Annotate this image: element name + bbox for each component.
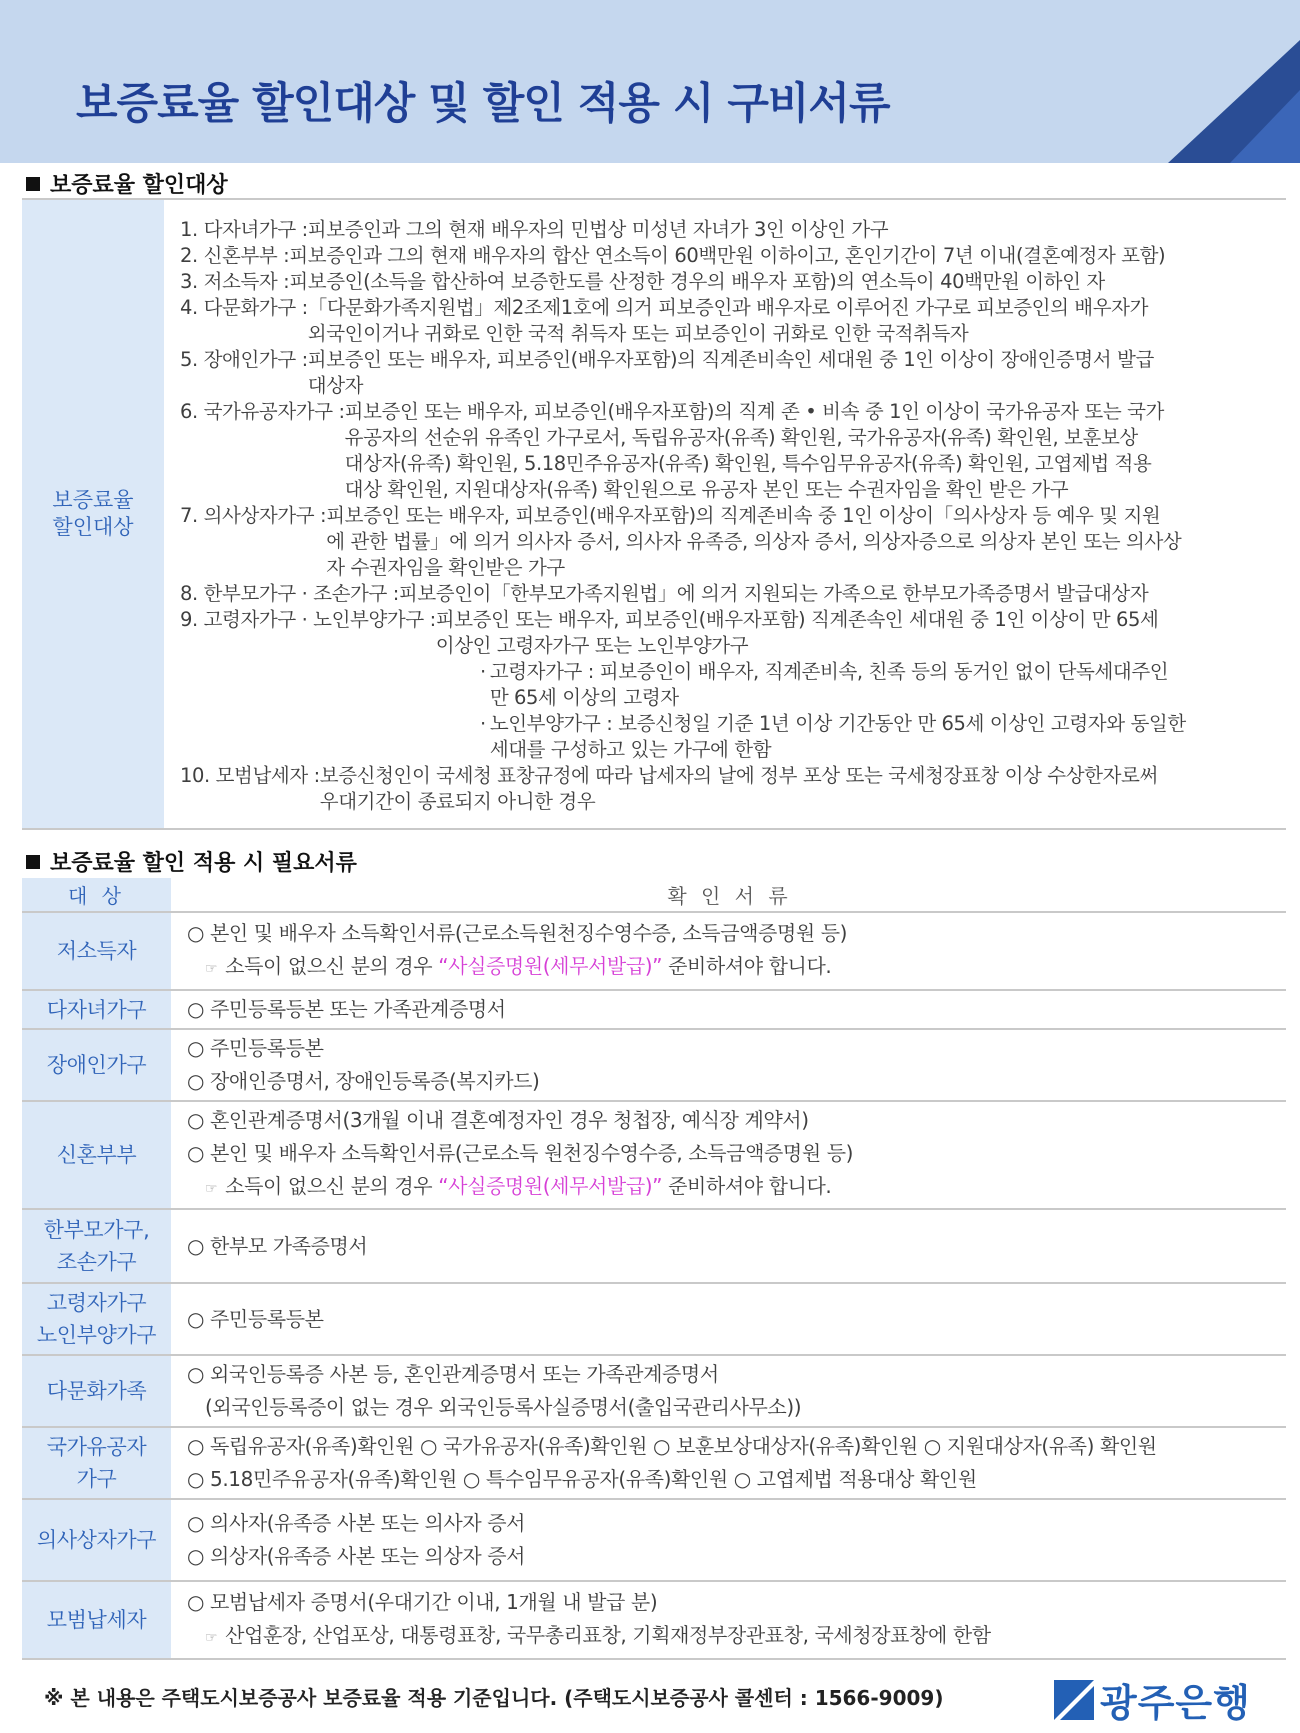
document-line: ○ 의사자(유족증 사본 또는 의사자 증서 (187, 1511, 526, 1535)
document-line: ○ 주민등록등본 또는 가족관계증명서 (187, 997, 506, 1021)
item-value: 노인부양가구 : 보증신청일 기준 1년 이상 기간동안 만 65세 이상인 고령자와 동일한 세대를 구성하고 있는 가구에 한함 (489, 712, 1186, 761)
list-item (180, 217, 1286, 243)
document-line: ○ 외국인등록증 사본 등, 혼인관계증명서 또는 가족관계증명서 (187, 1362, 719, 1386)
row-label: 모범납세자 (22, 1581, 172, 1659)
row-documents (172, 1029, 1286, 1101)
item-key: 5. 장애인가구 : (180, 348, 308, 371)
row-label-line: 국가유공자 (46, 1435, 147, 1459)
list-item (180, 295, 1286, 347)
table-row (22, 1355, 1286, 1427)
list-item (180, 399, 1286, 503)
note-line (187, 1170, 1286, 1206)
section-heading-text: 보증료율 할인 적용 시 필요서류 (50, 851, 357, 876)
item-value: 피보증인이「한부모가족지원법」에 의거 지원되는 가족으로 한부모가족증명서 발급대상자 (398, 582, 1149, 605)
bank-logo-text: 광주은행 (1100, 1681, 1251, 1725)
page-title: 보증료율 할인대상 및 할인 적용 시 구비서류 (76, 79, 890, 129)
row-label: 의사상자가구 (22, 1499, 172, 1581)
note-text: 준비하셔야 합니다. (662, 953, 832, 978)
item-key: 8. 한부모가구 · 조손가구 : (180, 582, 399, 605)
row-label (22, 1209, 172, 1283)
required-documents-table (22, 878, 1286, 1660)
table-header-row (22, 878, 1286, 912)
column-header-target: 대 상 (22, 878, 172, 912)
document-line: ○ 혼인관계증명서(3개월 이내 결혼예정자인 경우 청첩장, 예식장 계약서) (187, 1108, 809, 1132)
section-heading-discount-targets (26, 168, 228, 199)
document-line: ○ 본인 및 배우자 소득확인서류(근로소득원천징수영수증, 소득금액증명원 등) (187, 920, 848, 945)
pointing-hand-icon: ☞ (205, 1629, 218, 1646)
item-value: 피보증인 또는 배우자, 피보증인(배우자포함)의 직계 존 • 비속 중 1인 이상이 국가유공자 또는 국가 유공자의 선순위 유족인 가구로서, 독립유공자(유족) 확인원, 국가유공자(유족) 확인원, 보훈보상 대상자(유족) 확인원, 5.18민주유공자(유족) 확인원, 특수임무유공자(유족) 확인원, 고엽제법 적용 대상 확인원, 지원대상자(유족) 확인원으로 유공자 본인 또는 수권자임을 확인 받은 가구 (344, 400, 1164, 501)
row-documents (172, 1355, 1286, 1427)
table-row (22, 1499, 1286, 1581)
note-text: 준비하셔야 합니다. (662, 1174, 832, 1198)
note-text: 소득이 없으신 분의 경우 (225, 1174, 439, 1198)
note-text: 소득이 없으신 분의 경우 (225, 953, 439, 978)
row-label: 다문화가족 (22, 1355, 172, 1427)
table-row (22, 1581, 1286, 1659)
discount-targets-box (22, 198, 1286, 830)
section-heading-text: 보증료율 할인대상 (50, 173, 228, 198)
row-label: 신혼부부 (22, 1101, 172, 1209)
item-value: 「다문화가족지원법」제2조제1호에 의거 피보증인과 배우자로 이루어진 가구로 피보증인의 배우자가 외국인이거나 귀화로 인한 국적 취득자 또는 피보증인이 귀화로 인한 국적취득자 (307, 296, 1149, 345)
item-key: · (480, 660, 486, 683)
item-key: 1. 다자녀가구 : (180, 218, 308, 241)
item-value: 고령자가구 : 피보증인이 배우자, 직계존비속, 친족 등의 동거인 없이 단독세대주인 만 65세 이상의 고령자 (489, 660, 1169, 709)
discount-target-list (164, 200, 1286, 828)
note-line (187, 950, 1286, 986)
table-row (22, 1283, 1286, 1355)
item-key: 4. 다문화가구 : (180, 296, 308, 319)
sub-list-item (480, 711, 1286, 763)
row-label: 장애인가구 (22, 1029, 172, 1101)
list-item (180, 347, 1286, 399)
discount-targets-label (22, 200, 164, 828)
list-item (180, 763, 1286, 815)
row-label-line: 한부모가구, (43, 1218, 150, 1242)
row-documents (172, 1581, 1286, 1659)
document-line: ○ 주민등록등본 (187, 1036, 324, 1060)
square-bullet-icon (26, 855, 40, 869)
section-heading-required-documents (26, 846, 357, 877)
row-documents (172, 1101, 1286, 1209)
row-documents (172, 1427, 1286, 1499)
document-line: ○ 주민등록등본 (187, 1306, 324, 1331)
list-item (180, 269, 1286, 295)
list-item (180, 243, 1286, 269)
table-row (22, 912, 1286, 990)
table-row (22, 1029, 1286, 1101)
document-line: ○ 장애인증명서, 장애인등록증(복지카드) (187, 1069, 540, 1093)
item-key: 10. 모범납세자 : (180, 764, 320, 787)
footer-note: ※ 본 내용은 주택도시보증공사 보증료율 적용 기준입니다. (주택도시보증공사 콜센터 : 1566-9009) (44, 1686, 944, 1710)
document-line: ○ 모범납세자 증명서(우대기간 이내, 1개월 내 발급 분) (187, 1589, 658, 1614)
row-documents (172, 1499, 1286, 1581)
item-key: 6. 국가유공자가구 : (180, 400, 345, 423)
document-line: ○ 의상자(유족증 사본 또는 의상자 증서 (187, 1544, 526, 1568)
item-value: 피보증인 또는 배우자, 피보증인(배우자포함) 직계존속인 세대원 중 1인 이상이 만 65세 이상인 고령자가구 또는 노인부양가구 (435, 608, 1159, 657)
document-line: (외국인등록증이 없는 경우 외국인등록사실증명서(출입국관리사무소)) (205, 1395, 802, 1419)
pointing-hand-icon: ☞ (205, 1181, 218, 1197)
item-value: 보증신청인이 국세청 표창규정에 따라 납세자의 날에 정부 포상 또는 국세청장표창 이상 수상한자로써 우대기간이 종료되지 아니한 경우 (319, 764, 1158, 813)
table-row (22, 990, 1286, 1029)
item-value: 피보증인(소득을 합산하여 보증한도를 산정한 경우의 배우자 포함)의 연소득이 40백만원 이하인 자 (289, 270, 1105, 293)
row-label: 다자녀가구 (22, 990, 172, 1029)
document-line: ○ 한부모 가족증명서 (187, 1233, 368, 1258)
item-value: 피보증인과 그의 현재 배우자의 합산 연소득이 60백만원 이하이고, 혼인기간이 7년 이내(결혼예정자 포함) (289, 244, 1166, 267)
pointing-hand-icon: ☞ (205, 960, 218, 977)
row-documents (172, 1283, 1286, 1355)
row-label-line: 고령자가구 (46, 1291, 147, 1315)
note-highlight: “사실증명원(세무서발급)” (438, 953, 663, 978)
note-line (187, 1619, 1286, 1655)
bank-logo (1054, 1672, 1251, 1727)
table-row (22, 1209, 1286, 1283)
document-line: ○ 본인 및 배우자 소득확인서류(근로소득 원천징수영수증, 소득금액증명원 등) (187, 1141, 854, 1165)
bank-logo-icon (1054, 1680, 1094, 1720)
sub-list-item (480, 659, 1286, 711)
item-key: 2. 신혼부부 : (180, 244, 290, 267)
label-line: 할인대상 (52, 515, 134, 539)
item-value: 피보증인 또는 배우자, 피보증인(배우자포함)의 직계존비속 중 1인 이상이「의사상자 등 예우 및 지원 에 관한 법률」에 의거 의사자 증서, 의사자 유족증, 의상자 증서, 의상자증으로 의상자 본인 또는 의사상 자 수권자임을 확인받은 가구 (326, 504, 1182, 579)
table-row (22, 1101, 1286, 1209)
row-label (22, 1427, 172, 1499)
row-label: 저소득자 (22, 912, 172, 990)
row-documents (172, 990, 1286, 1029)
item-key: 7. 의사상자가구 : (180, 504, 327, 527)
row-label-line: 가구 (76, 1467, 117, 1491)
row-documents (172, 1209, 1286, 1283)
note-highlight: “사실증명원(세무서발급)” (438, 1174, 663, 1198)
item-key: · (480, 712, 486, 735)
list-item (180, 503, 1286, 581)
item-key: 9. 고령자가구 · 노인부양가구 : (180, 608, 436, 631)
document-line: ○ 독립유공자(유족)확인원 ○ 국가유공자(유족)확인원 ○ 보훈보상대상자(유족)확인원 ○ 지원대상자(유족) 확인원 (187, 1434, 1157, 1458)
sub-list (180, 659, 1286, 763)
row-label-line: 노인부양가구 (36, 1323, 157, 1347)
label-line: 보증료율 (52, 488, 134, 512)
column-header-documents: 확 인 서 류 (172, 878, 1286, 912)
row-documents (172, 912, 1286, 990)
table-row (22, 1427, 1286, 1499)
list-item (180, 581, 1286, 607)
item-value: 피보증인 또는 배우자, 피보증인(배우자포함)의 직계존비속인 세대원 중 1인 이상이 장애인증명서 발급 대상자 (307, 348, 1154, 397)
list-item (180, 607, 1286, 659)
item-value: 피보증인과 그의 현재 배우자의 민법상 미성년 자녀가 3인 이상인 가구 (307, 218, 889, 241)
note-text: 산업훈장, 산업포상, 대통령표창, 국무총리표창, 기획재정부장관표창, 국세청장표창에 한함 (225, 1622, 991, 1647)
page-header (0, 0, 1300, 163)
item-key: 3. 저소득자 : (180, 270, 290, 293)
row-label (22, 1283, 172, 1355)
square-bullet-icon (26, 177, 40, 191)
header-corner-decoration (1150, 0, 1300, 163)
document-line: ○ 5.18민주유공자(유족)확인원 ○ 특수임무유공자(유족)확인원 ○ 고엽제법 적용대상 확인원 (187, 1467, 977, 1491)
row-label-line: 조손가구 (56, 1250, 137, 1274)
